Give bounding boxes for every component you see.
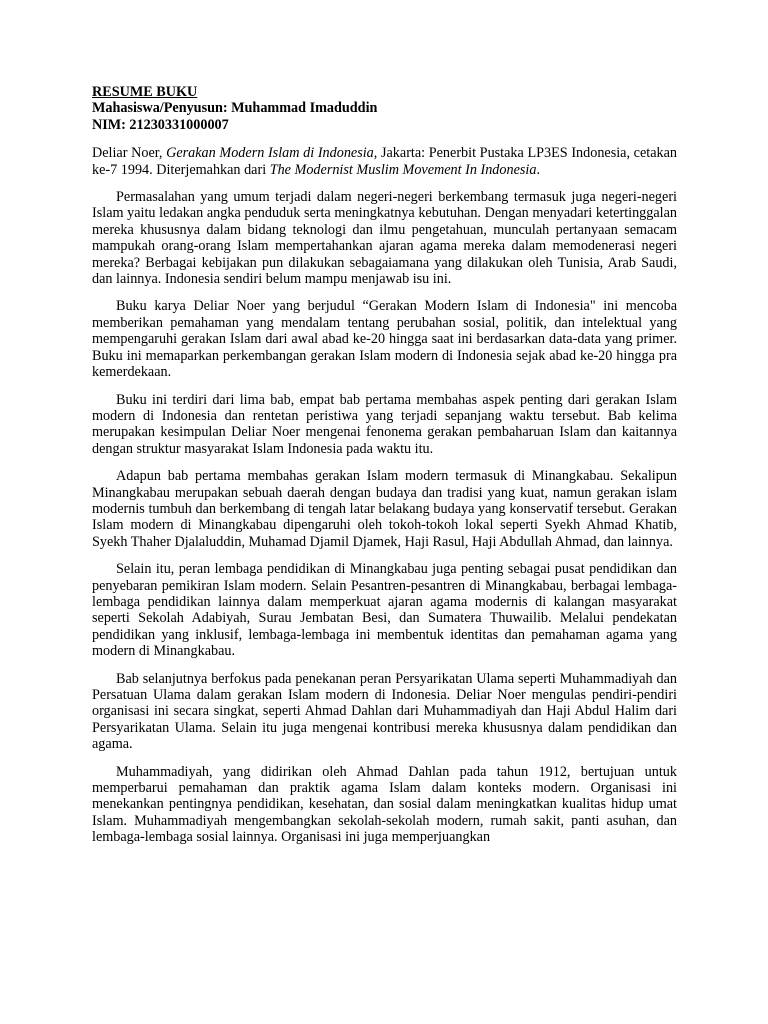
paragraph-7: Muhammadiyah, yang didirikan oleh Ahmad Dahlan pada tahun 1912, bertujuan untuk memperbarui pemahaman dan praktik agama Islam dalam konteks modern. Organisasi ini menekankan pentingnya pendidikan, kesehatan, dan sosial dalam meningkatkan kualitas hidup umat Islam. Muhammadiyah mengembangkan sekolah-sekolah modern, rumah sakit, panti asuhan, dan lembaga-lembaga sosial lainnya. Organisasi ini juga memperjuangkan [92,763,677,846]
paragraph-6: Bab selanjutnya berfokus pada penekanan peran Persyarikatan Ulama seperti Muhammadiyah dan Persatuan Ulama dalam gerakan Islam modern di Indonesia. Deliar Noer mengulas pendiri-pendiri organisasi ini secara singkat, seperti Ahmad Dahlan dari Muhammadiyah dan Haji Abdul Halim dari Persyarikatan Ulama. Selain itu juga mengenai kontribusi mereka khususnya dalam pendidikan dan agama. [92,670,677,753]
nim-line: NIM: 21230331000007 [92,116,229,133]
citation-part-1: Deliar Noer, [92,145,167,162]
book-citation [92,145,677,178]
paragraph-1: Permasalahan yang umum terjadi dalam negeri-negeri berkembang termasuk juga negeri-negeri Islam yaitu ledakan angka penduduk serta meningkatnya kebutuhan. Dengan menyadari ketertinggalan mereka khususnya dalam bidang teknologi dan ilmu pengetahuan, munculah pertanyaan semacam mampukah orang-orang Islam mempertahankan ajaran agama mereka dalam memodenerasi negeri mereka? Berbagai kebijakan pun dilakukan sebagaiamana yang dilakukan oleh Tunisia, Arab Saudi, dan lainnya. Indonesia sendiri belum mampu menjawab isu ini. [92,189,677,288]
paragraph-2: Buku karya Deliar Noer yang berjudul “Gerakan Modern Islam di Indonesia" ini mencoba memberikan pemahaman yang mendalam tentang perubahan sosial, politik, dan intelektual yang mempengaruhi gerakan Islam dari awal abad ke-20 hingga saat ini berdasarkan data-data yang primer. Buku ini memaparkan perkembangan gerakan Islam modern di Indonesia sejak abad ke-20 hingga pra kemerdekaan. [92,298,677,381]
original-title: The Modernist Muslim Movement In Indonesia [269,161,537,178]
author-line: Mahasiswa/Penyusun: Muhammad Imaduddin [92,100,378,117]
document-title: RESUME BUKU [92,84,198,100]
paragraph-4: Adapun bab pertama membahas gerakan Islam modern termasuk di Minangkabau. Sekalipun Minangkabau merupakan sebuah daerah dengan budaya dan tradisi yang kuat, namun gerakan islam modernis tumbuh dan berkembang di tengah latar belakang budaya yang konservatif tersebut. Gerakan Islam modern di Minangkabau dipengaruhi oleh tokoh-tokoh lokal seperti Syekh Ahmad Khatib, Syekh Thaher Djalaluddin, Muhamad Djamil Djamek, Haji Rasul, Haji Abdullah Ahmad, dan lainnya. [92,468,677,550]
paragraph-5: Selain itu, peran lembaga pendidikan di Minangkabau juga penting sebagai pusat pendidikan dan penyebaran pemikiran Islam modern. Selain Pesantren-pesantren di Minangkabau, berbagai lembaga-lembaga pendidikan lainnya dalam memperkuat ajaran agama modernis di kalangan masyarakat seperti Sekolah Adabiyah, Surau Jembatan Besi, dan Sumatera Thuwailib. Melalui pendekatan pendidikan yang inklusif, lembaga-lembaga ini membentuk identitas dan pemahaman agama yang modern di Minangkabau. [92,561,677,660]
citation-part-2: , Jakarta: Penerbit Pustaka LP3ES Indonesia, cetakan ke-7 1994. Diterjemahkan dari [92,145,677,178]
book-title: Gerakan Modern Islam di Indonesia [166,145,374,162]
document-page [92,84,677,846]
paragraph-3: Buku ini terdiri dari lima bab, empat bab pertama membahas aspek penting dari gerakan Islam modern di Indonesia dan rentetan peristiwa yang terjadi sepanjang waktu tersebut. Bab kelima merupakan kesimpulan Deliar Noer mengenai fenonema gerakan pembaharuan Islam dan kaitannya dengan struktur masyarakat Islam Indonesia pada waktu itu. [92,391,677,457]
citation-part-3: . [536,161,540,178]
